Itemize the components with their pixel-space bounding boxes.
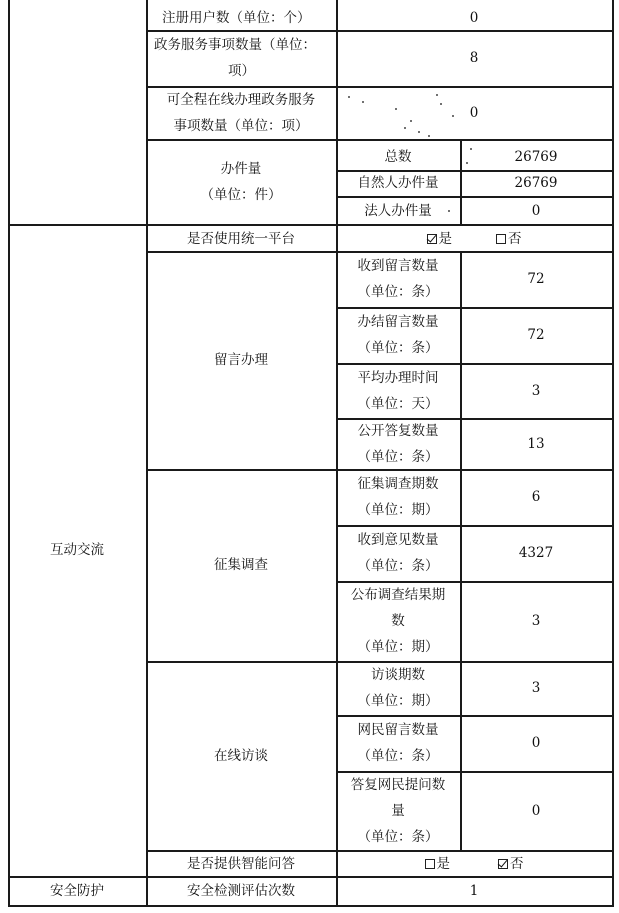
label-line: （单位：期）: [357, 693, 439, 709]
label-line: （单位：条）: [357, 558, 439, 574]
service-items-label: [146, 30, 336, 86]
handling-label-line2: （单位：件）: [200, 186, 282, 203]
label-line: 收到意见数量: [357, 532, 439, 548]
unified-platform-no[interactable]: [496, 226, 522, 252]
unified-platform-label: 是否使用统一平台: [187, 230, 295, 247]
survey-opinions-value: 4327: [518, 545, 554, 561]
messages-completed-value: 72: [527, 327, 545, 343]
label-line: 网民留言数量: [357, 722, 439, 738]
service-items-value: 8: [469, 50, 479, 66]
survey-published-label: [336, 581, 460, 661]
empty-box-icon: [425, 859, 435, 869]
messages-public-replies-value: 13: [527, 435, 545, 452]
interview-answers-label: [336, 771, 460, 850]
handling-total-value: 26769: [514, 148, 558, 165]
smart-qa-no[interactable]: [498, 851, 524, 877]
label-line: 答复网民提问数: [350, 776, 446, 793]
service-items-label-line1: 政务服务事项数量（单位：: [154, 37, 316, 53]
online-items-label: [146, 86, 336, 139]
interview-netizen-msgs-label: [336, 715, 460, 771]
handling-natural-label: 自然人办件量: [357, 175, 439, 191]
smart-qa-options: [336, 851, 612, 876]
unified-platform-options: [336, 226, 612, 251]
smart-qa-label: 是否提供智能问答: [187, 855, 295, 872]
service-items-label-line2: 项）: [228, 63, 255, 79]
label-line: （单位：条）: [357, 748, 439, 764]
label-line: 平均办理时间: [357, 369, 439, 386]
label-line: 办结留言数量: [357, 314, 439, 330]
survey-group-label: 征集调查: [214, 557, 268, 573]
messages-completed-label: [336, 307, 460, 363]
security-section-label: 安全防护: [50, 883, 104, 899]
checked-box-icon: [498, 859, 508, 869]
survey-opinions-label: [336, 525, 460, 581]
survey-periods-value: 6: [531, 489, 541, 505]
interview-netizen-msgs-value: 0: [531, 735, 541, 751]
interview-periods-value: 3: [531, 680, 541, 696]
messages-public-replies-label: [336, 418, 460, 469]
handling-legal-value: 0: [531, 203, 541, 219]
interview-periods-label: [336, 661, 460, 715]
label-line: 量: [391, 802, 405, 819]
smart-qa-yes-label: 是: [436, 855, 450, 872]
security-checks-value: 1: [469, 883, 479, 899]
security-checks-label: 安全检测评估次数: [187, 883, 295, 899]
empty-box-icon: [496, 234, 506, 244]
survey-published-value: 3: [531, 613, 541, 629]
label-line: （单位：条）: [357, 284, 439, 300]
label-line: （单位：期）: [357, 502, 439, 518]
messages-avg-time-label: [336, 363, 460, 418]
label-line: 访谈期数: [371, 667, 425, 683]
messages-received-value: 72: [527, 271, 545, 287]
label-line: 公布调查结果期: [350, 587, 446, 603]
survey-periods-label: [336, 469, 460, 525]
interaction-section-label: 互动交流: [50, 542, 104, 558]
rule: [612, 0, 614, 907]
handling-legal-label: 法人办件量: [364, 203, 432, 219]
label-line: 公开答复数量: [357, 422, 439, 439]
online-items-label-line2: 事项数量（单位：项）: [173, 117, 309, 134]
handling-label: [146, 139, 336, 224]
checked-box-icon: [427, 234, 437, 244]
online-items-value: 0: [469, 104, 479, 121]
handling-total-label: 总数: [384, 148, 412, 165]
label-line: （单位：天）: [357, 395, 439, 412]
label-line: 征集调查期数: [357, 476, 439, 492]
messages-group-label: 留言办理: [214, 352, 268, 368]
label-line: （单位：期）: [357, 639, 439, 655]
registered-users-value: 0: [469, 9, 479, 26]
unified-platform-yes-label: 是: [438, 230, 452, 247]
label-line: 收到留言数量: [357, 258, 439, 274]
interview-group-label: 在线访谈: [214, 747, 268, 764]
label-line: （单位：条）: [357, 828, 439, 845]
messages-received-label: [336, 251, 460, 307]
handling-natural-value: 26769: [514, 175, 558, 191]
label-line: （单位：条）: [357, 340, 439, 356]
online-items-label-line1: 可全程在线办理政务服务: [166, 91, 316, 108]
registered-users-label: 注册用户数（单位：个）: [162, 9, 311, 26]
interview-answers-value: 0: [531, 802, 541, 819]
messages-avg-time-value: 3: [531, 382, 541, 399]
unified-platform-no-label: 否: [508, 230, 522, 247]
rule: [8, 905, 613, 907]
smart-qa-no-label: 否: [510, 855, 524, 872]
smart-qa-yes[interactable]: [425, 851, 451, 877]
label-line: 数: [391, 613, 405, 629]
label-line: （单位：条）: [357, 448, 439, 465]
unified-platform-yes[interactable]: [427, 226, 453, 252]
handling-label-line1: 办件量: [220, 160, 262, 177]
